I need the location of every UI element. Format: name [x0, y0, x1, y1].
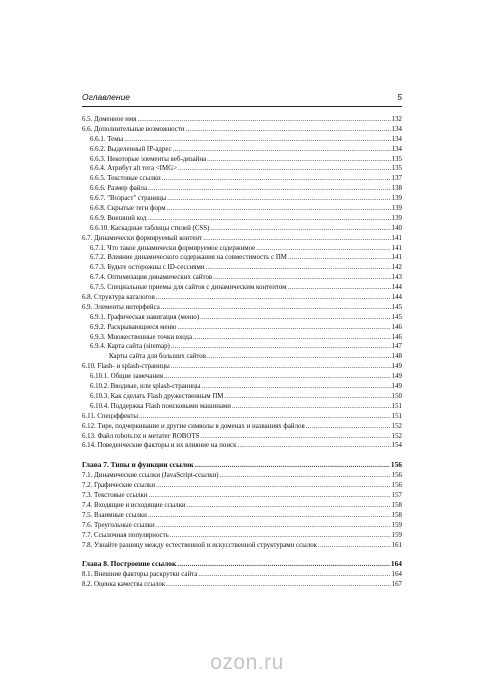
toc-dot-leader	[177, 323, 390, 333]
table-of-contents	[82, 115, 402, 590]
toc-page-number: 161	[391, 541, 402, 549]
toc-entry-title: 7.4. Входящие и исходящие ссылки	[82, 501, 186, 509]
toc-entry	[82, 372, 402, 382]
toc-entry-title: 7.1. Динамические ссылки (JavaScript-ссылки)	[82, 472, 219, 480]
toc-dot-leader	[149, 491, 391, 501]
toc-page-number: 151	[391, 402, 402, 410]
toc-entry	[82, 164, 402, 174]
toc-entry-title: 6.6.10. Каскадные таблицы стилей (CSS)	[90, 224, 210, 232]
toc-page-number: 135	[391, 155, 402, 163]
toc-entry-title: Карты сайта для больших сайтов	[109, 353, 206, 361]
toc-dot-leader	[148, 184, 391, 194]
toc-dot-leader	[186, 125, 391, 135]
toc-entry	[82, 283, 402, 293]
toc-page-number: 167	[391, 581, 402, 589]
toc-entry-title: 6.7.3. Будьте осторожны с ID-сессиями	[90, 264, 205, 272]
toc-page-number: 137	[391, 175, 402, 183]
toc-entry	[82, 115, 402, 125]
toc-entry	[82, 441, 402, 451]
toc-entry	[82, 352, 402, 362]
toc-entry	[82, 303, 402, 313]
toc-entry	[82, 273, 402, 283]
toc-entry-title: 6.9. Элементы интерфейса	[82, 303, 160, 311]
toc-entry	[82, 531, 402, 541]
toc-entry	[82, 511, 402, 521]
toc-page-number: 135	[391, 165, 402, 173]
header-page-number: 5	[397, 92, 402, 102]
toc-dot-leader	[198, 570, 390, 580]
toc-entry	[82, 194, 402, 204]
toc-page-number: 151	[391, 412, 402, 420]
toc-entry-title: 6.7.2. Влияние динамического содержания на совместимость с ПМ	[90, 254, 287, 262]
section-gap	[82, 451, 402, 459]
toc-page-number: 154	[391, 442, 402, 450]
toc-entry-title: 6.10.3. Как сделать Flash дружественным ПМ	[90, 392, 224, 400]
toc-entry	[82, 501, 402, 511]
toc-entry	[82, 293, 402, 303]
toc-entry	[82, 382, 402, 392]
toc-entry	[82, 244, 402, 254]
toc-entry	[82, 155, 402, 165]
toc-entry	[82, 541, 402, 551]
toc-entry	[82, 342, 402, 352]
toc-page-number: 145	[391, 313, 402, 321]
toc-page-number: 141	[391, 244, 402, 252]
toc-page-number: 142	[391, 264, 402, 272]
toc-dot-leader	[207, 155, 391, 165]
toc-page-number: 156	[391, 482, 402, 490]
toc-entry	[82, 313, 402, 323]
toc-entry-title: 7.2. Графические ссылки	[82, 482, 156, 490]
toc-dot-leader	[200, 313, 391, 323]
section-gap	[82, 550, 402, 558]
toc-entry	[82, 224, 402, 234]
toc-entry	[82, 263, 402, 273]
toc-dot-leader	[177, 558, 390, 570]
toc-page-number: 158	[391, 511, 402, 519]
toc-page-number: 146	[391, 333, 402, 341]
toc-dot-leader	[166, 580, 390, 590]
toc-entry	[82, 580, 402, 590]
toc-page-number: 138	[391, 185, 402, 193]
toc-entry-title: 6.10.2. Вводные, или splash-страницы	[90, 383, 201, 391]
toc-entry-title: 6.6.5. Текстовые ссылки	[90, 175, 161, 183]
toc-page-number: 156	[391, 472, 402, 480]
toc-entry-title: 6.6.4. Атрибут alt тега <IMG>	[90, 165, 177, 173]
toc-entry-title: 6.10.1. Общие замечания	[90, 373, 164, 381]
toc-entry	[82, 402, 402, 412]
toc-entry	[82, 491, 402, 501]
toc-entry-title: 6.6.6. Размер файла	[90, 185, 148, 193]
toc-dot-leader	[161, 303, 391, 313]
toc-dot-leader	[156, 293, 391, 303]
toc-page-number: 164	[390, 559, 402, 569]
toc-page-number: 143	[391, 274, 402, 282]
toc-page-number: 152	[391, 422, 402, 430]
toc-entry-title: 6.10. Flash- и splash-страницы	[82, 363, 170, 371]
toc-entry-title: 6.12. Тире, подчеркивание и другие символы в доменах и названиях файлов	[82, 422, 305, 430]
toc-entry-title: 6.6.1. Темы	[90, 135, 124, 143]
toc-entry-title: 6.6.3. Некоторые элементы веб-дизайна	[90, 155, 207, 163]
toc-dot-leader	[232, 402, 391, 412]
toc-dot-leader	[288, 283, 391, 293]
toc-entry-title: 6.13. Файл robots.txt и метатег ROBOTS	[82, 432, 200, 440]
toc-page-number: 164	[391, 571, 402, 579]
toc-dot-leader	[147, 214, 390, 224]
toc-entry-title: Глава 7. Типы и функции ссылок	[82, 460, 194, 470]
toc-entry	[82, 145, 402, 155]
toc-dot-leader	[193, 333, 391, 343]
toc-page-number: 132	[391, 116, 402, 123]
toc-dot-leader	[195, 459, 390, 471]
toc-page-number: 159	[391, 521, 402, 529]
toc-page-number: 139	[391, 195, 402, 203]
toc-dot-leader	[207, 352, 391, 362]
toc-page-number: 140	[391, 224, 402, 232]
toc-dot-leader	[162, 174, 391, 184]
toc-entry-title: 6.7.5. Специальные приемы для сайтов с динамическим контентом	[90, 284, 287, 292]
page-header	[82, 92, 402, 107]
toc-entry	[82, 333, 402, 343]
toc-dot-leader	[306, 422, 391, 432]
toc-entry	[82, 392, 402, 402]
toc-page-number: 141	[391, 254, 402, 262]
toc-page-number: 134	[391, 145, 402, 153]
toc-entry	[82, 214, 402, 224]
toc-dot-leader	[148, 511, 391, 521]
toc-entry-title: 8.2. Оценка качества ссылок	[82, 581, 166, 589]
toc-entry	[82, 184, 402, 194]
toc-entry-title: 8.1. Внешние факторы раскрутки сайта	[82, 571, 198, 579]
toc-dot-leader	[203, 234, 391, 244]
toc-dot-leader	[288, 253, 391, 263]
toc-entry	[82, 481, 402, 491]
toc-dot-leader	[200, 432, 390, 442]
toc-entry-title: Глава 8. Построение ссылок	[82, 559, 177, 569]
toc-page-number: 159	[391, 531, 402, 539]
toc-entry-title: 6.7.4. Оптимизация динамических сайтов	[90, 274, 213, 282]
toc-entry	[82, 174, 402, 184]
toc-dot-leader	[170, 531, 391, 541]
toc-entry	[82, 135, 402, 145]
toc-dot-leader	[237, 441, 390, 451]
toc-dot-leader	[201, 382, 390, 392]
toc-entry-title: 6.6.2. Выделенный IP-адрес	[90, 145, 172, 153]
toc-page-number: 149	[391, 363, 402, 371]
toc-entry	[82, 412, 402, 422]
toc-dot-leader	[156, 521, 391, 531]
toc-page-number: 148	[391, 353, 402, 361]
toc-page-number: 134	[391, 125, 402, 133]
toc-entry-title: 6.6.8. Скрытые теги форм	[90, 205, 166, 213]
toc-dot-leader	[187, 501, 391, 511]
toc-entry-title: 6.7. Динамически формируемый контент	[82, 234, 203, 242]
toc-entry-title: 6.5. Доменное имя	[82, 116, 137, 123]
toc-dot-leader	[213, 273, 391, 283]
toc-entry	[82, 253, 402, 263]
toc-page-number: 157	[391, 492, 402, 500]
toc-entry-title: 6.6.7. "Возраст" страницы	[90, 195, 167, 203]
toc-page-number: 156	[390, 460, 402, 470]
toc-chapter	[82, 459, 402, 471]
toc-entry-title: 6.10.4. Поддержка Flash поисковыми машинами	[90, 402, 231, 410]
toc-dot-leader	[256, 244, 390, 254]
toc-dot-leader	[124, 135, 390, 145]
header-title: Оглавление	[82, 92, 131, 102]
toc-entry-title: 6.9.4. Карта сайта (sitemap)	[90, 343, 170, 351]
toc-dot-leader	[210, 224, 390, 234]
toc-dot-leader	[167, 204, 391, 214]
toc-dot-leader	[156, 481, 391, 491]
toc-page-number: 145	[391, 303, 402, 311]
toc-dot-leader	[167, 194, 390, 204]
toc-entry-title: 6.7.1. Что такое динамически формируемое содержимое	[90, 244, 256, 252]
toc-entry-title: 6.6.9. Внешний код	[90, 214, 147, 222]
toc-page-number: 152	[391, 432, 402, 440]
toc-page-number: 147	[391, 343, 402, 351]
toc-entry	[82, 204, 402, 214]
toc-dot-leader	[206, 263, 391, 273]
toc-entry-title: 6.14. Поведенческие факторы и их влияние на поиск	[82, 442, 237, 450]
toc-entry	[82, 521, 402, 531]
toc-dot-leader	[220, 471, 391, 481]
toc-entry-title: 6.8. Структура каталогов	[82, 294, 155, 302]
toc-entry-title: 6.11. Спецэффекты	[82, 412, 139, 420]
toc-page-number: 150	[391, 392, 402, 400]
toc-dot-leader	[137, 115, 390, 125]
toc-entry	[82, 234, 402, 244]
toc-entry-title: 7.8. Узнайте разницу между естественной и искусственной структурами ссылок	[82, 541, 318, 549]
toc-entry	[82, 323, 402, 333]
toc-entry	[82, 432, 402, 442]
toc-page-number: 144	[391, 294, 402, 302]
toc-page-number: 134	[391, 135, 402, 143]
toc-dot-leader	[139, 412, 391, 422]
toc-chapter	[82, 558, 402, 570]
toc-entry-title: 6.9.3. Множественные точки входа	[90, 333, 192, 341]
toc-entry	[82, 471, 402, 481]
toc-dot-leader	[318, 541, 391, 551]
toc-entry	[82, 570, 402, 580]
toc-entry-title: 6.9.2. Раскрывающиеся меню	[90, 323, 177, 331]
toc-page-number: 146	[391, 323, 402, 331]
toc-page-number: 144	[391, 284, 402, 292]
toc-page-number: 139	[391, 205, 402, 213]
toc-entry-title: 7.3. Текстовые ссылки	[82, 492, 148, 500]
toc-entry-title: 6.6. Дополнительные возможности	[82, 125, 185, 133]
toc-dot-leader	[178, 164, 391, 174]
toc-page-number: 149	[391, 383, 402, 391]
toc-page-number: 149	[391, 373, 402, 381]
toc-entry-title: 6.9.1. Графическая навигация (меню)	[90, 313, 200, 321]
toc-entry	[82, 125, 402, 135]
toc-dot-leader	[171, 362, 391, 372]
toc-entry-title: 7.6. Треугольные ссылки	[82, 521, 155, 529]
toc-entry	[82, 362, 402, 372]
toc-entry-title: 7.7. Ссылочная популярность	[82, 531, 169, 539]
ozon-watermark: ozon.ru	[210, 651, 284, 674]
toc-dot-leader	[173, 145, 391, 155]
toc-dot-leader	[164, 372, 391, 382]
toc-page-number: 141	[391, 234, 402, 242]
toc-page-number: 139	[391, 214, 402, 222]
toc-page-number: 158	[391, 501, 402, 509]
toc-dot-leader	[171, 342, 391, 352]
toc-entry	[82, 422, 402, 432]
toc-dot-leader	[224, 392, 390, 402]
toc-entry-title: 7.5. Взаимные ссылки	[82, 511, 147, 519]
